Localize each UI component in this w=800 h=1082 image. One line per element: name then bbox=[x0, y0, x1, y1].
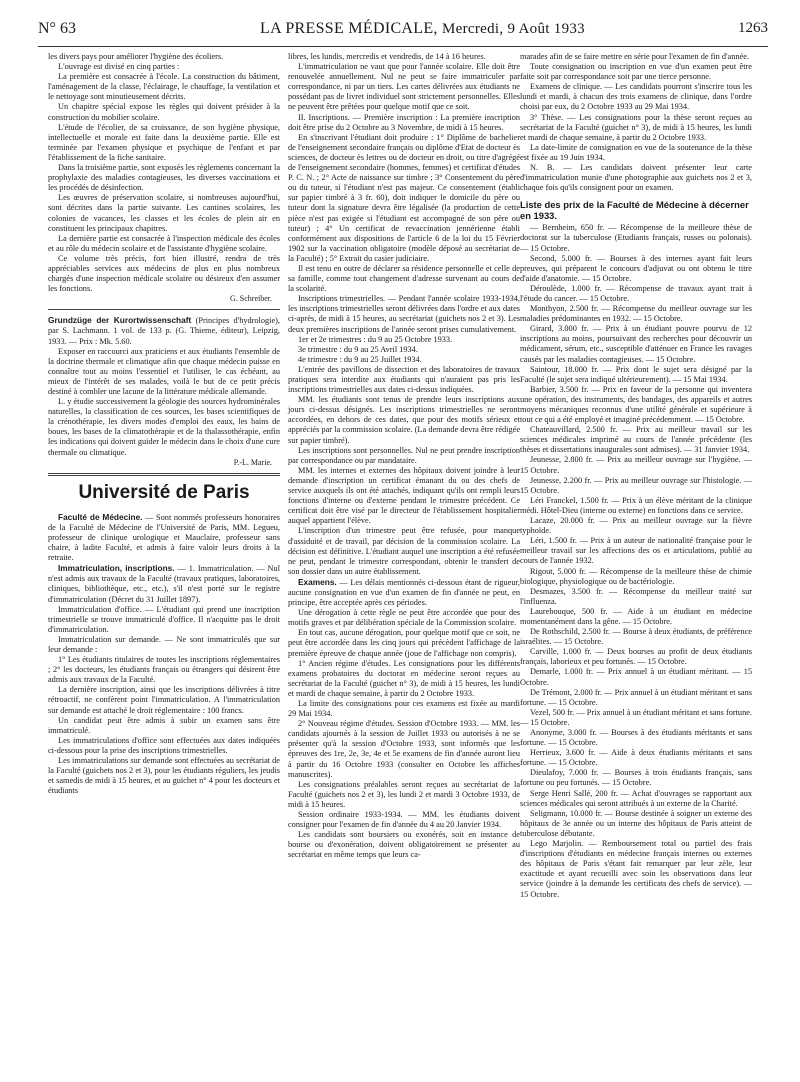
paragraph: L'immatriculation ne vaut que pour l'année scolaire. Elle doit être renouvelée annuellement. Nul ne peut se faire immatriculer par correspondance, ni par un tiers. Les cartes délivrées aux étudiants ne possédant pas de livret individuel sont strictement personnelles. Elles ne peuvent être prêtées pour quelque motif que ce soit. bbox=[288, 62, 520, 112]
issue-number: N° 63 bbox=[38, 20, 76, 37]
paragraph: — Bernheim, 650 fr. — Récompense de la meilleure thèse de doctorat sur la tuberculose (Etudiants français, russes ou polonais). — 15 Octobre. bbox=[520, 223, 752, 253]
paragraph: Inscriptions trimestrielles. — Pendant l'année scolaire 1933-1934, les inscriptions trimestrielles seront délivrées dans l'ordre et aux dates ci-après, de midi à 15 heures, au secrétariat (guichets nos 2 et 3). Les deux premières inscriptions de l'année seront prises cumulativement. bbox=[288, 294, 520, 334]
paragraph: Dans la troisième partie, sont exposés les règlements concernant la prophylaxie des maladies contagieuses, les diverses vaccinations et les procédés de désinfection. bbox=[48, 163, 280, 193]
header-rule bbox=[38, 46, 768, 47]
column-middle bbox=[288, 52, 520, 861]
paragraph: La limite des consignations pour ces examens est fixée au mardi 29 Mai 1934. bbox=[288, 699, 520, 719]
review-signature: P.-L. Marie. bbox=[233, 457, 272, 467]
paragraph: libres, les lundis, mercredis et vendredis, de 14 à 16 heures. bbox=[288, 52, 486, 61]
paragraph: Ce volume très précis, fort bien illustré, rendra de très appréciables services aux médecins de plus en plus nombreux chargés d'une inspection médicale scolaire ou désireux d'en assumer les fonctions. bbox=[48, 253, 280, 294]
paragraph: La date-limite de consignation en vue de la soutenance de la thèse est fixée au 19 Juin 1934. bbox=[520, 142, 752, 162]
paragraph: Session ordinaire 1933-1934. — MM. les étudiants doivent consigner pour l'examen de fin d'année du 4 au 20 Janvier 1934. bbox=[288, 810, 520, 830]
paragraph: Exposer en raccourci aux praticiens et aux étudiants l'ensemble de la doctrine thermale et climatique afin que chaque médecin puisse en connaître tout au moins l'essentiel et l'utiliser, le cas échéant, au mieux de l'intérêt de ses malades, voilà le but de ce petit précis destiné à combler une lacune de la littérature médicale allemande. bbox=[48, 346, 280, 396]
subheading: Immatriculation, inscriptions. bbox=[58, 563, 175, 574]
prize-entry: Anonyme, 3.000 fr. — Bourses à des étudiants méritants et sans fortune. — 15 Octobre. bbox=[520, 728, 752, 748]
paragraph: Un candidat peut être admis à subir un examen sans être immatriculé. bbox=[48, 715, 280, 735]
prize-entry: Herrieux, 3.600 fr. — Aide à deux étudiants méritants et sans fortune. — 15 Octobre. bbox=[520, 748, 752, 768]
divider bbox=[48, 309, 280, 310]
paragraph: L'inscription d'un trimestre peut être refusée, pour manque d'assiduité et de travail, par décision de la commission scolaire. La décision est définitive. L'étudiant auquel une inscription a été refusée ne peut, pendant le trimestre correspondant, obtenir le transfert de son dossier dans un autre établissement. bbox=[288, 526, 520, 576]
paragraph: 3° Thèse. — Les consignations pour la thèse seront reçues au secrétariat de la Faculté (guichet n° 3), de midi à 15 heures, les lundi et mardi de chaque semaine, à partir du 2 Octobre 1933. bbox=[520, 112, 752, 142]
prize-list-heading: Liste des prix de la Faculté de Médecine à décerner en 1933. bbox=[520, 199, 749, 222]
page-header bbox=[38, 14, 768, 44]
book-entry bbox=[48, 315, 280, 346]
column-right bbox=[520, 52, 752, 900]
paragraph: Les candidats sont boursiers ou exonérés, soit en instance de bourse ou d'exonération, doivent obligatoirement se présenter au secrétariat en même temps que leurs ca- bbox=[288, 830, 520, 860]
paragraph: N. B. — Les candidats doivent présenter leur carte d'immatriculation munie d'une photographie aux guichets nos 2 et 3, chaque fois qu'ils consignent pour un examen. bbox=[520, 163, 752, 193]
paragraph: marades afin de se faire mettre en série pour l'examen de fin d'année. bbox=[520, 52, 749, 61]
prize-entry: Lego Marjolin. — Remboursement total ou partiel des frais d'inscriptions d'étudiants en médecine français internes ou externes des hôpitaux de Paris s'étant fait remarquer par leur zèle, leur exactitude et ayant recueilli avec soin les observations dans leur service (joindre à la demande les certificats des chefs de service). — 15 Octobre. bbox=[520, 839, 752, 899]
paragraph: les divers pays pour améliorer l'hygiène des écoliers. bbox=[48, 52, 224, 61]
paragraph-text: — Les délais mentionnés ci-dessous étant de rigueur, aucune consignation en vue d'un examen de fin d'année ne peut, en principe, être acceptée après ces périodes. bbox=[288, 577, 521, 608]
prize-entry: De Trémont, 2.000 fr. — Prix annuel à un étudiant méritant et sans fortune. — 15 Octobre. bbox=[520, 687, 752, 707]
section-divider bbox=[48, 473, 280, 476]
paragraph: 1er et 2e trimestres : du 9 au 25 Octobre 1933. bbox=[298, 334, 453, 344]
prize-entry: Saintour, 18.000 fr. — Prix dont le sujet sera désigné par la Faculté (le sujet sera indiqué ultérieurement). — 15 Mai 1934. bbox=[520, 364, 752, 384]
column-left bbox=[48, 52, 280, 796]
section-title: Université de Paris bbox=[78, 481, 250, 503]
prize-entry: Déroulède, 1.000 fr. — Récompense de travaux ayant trait à l'étude du cancer. — 15 Octobre. bbox=[520, 283, 752, 303]
prize-entry: Barbier, 3.500 fr. — Prix en faveur de la personne qui inventera une opération, des instruments, des bandages, des appareils et autres moyens mécaniques reconnus d'une utilité générale et supérieure à tout ce qui a été employé et imaginé précédemment. — 15 Octobre. bbox=[520, 384, 752, 425]
paragraph bbox=[48, 563, 280, 604]
paragraph: 2° Nouveau régime d'études. Session d'Octobre 1933. — MM. les candidats ajournés à la session de Juillet 1933 ou autorisés à ne se présenter qu'à la session d'Octobre 1933, sont informés que les épreuves des 1re, 2e, 3e, 4e et 5e examens de fin d'année auront lieu à partir du 16 Octobre 1933 (consulter en Octobre les affiches manuscrites). bbox=[288, 719, 520, 779]
prize-entry: De Rothschild, 2.500 fr. — Bourse à deux étudiants, de préférence israélites. — 15 Octobre. bbox=[520, 627, 752, 647]
paragraph: Les immatriculations sur demande sont effectuées au secrétariat de la Faculté (guichets nos 2 et 3), pour les étudiants réguliers, les jeudis et samedis de midi à 15 heures, et au guichet n° 4 pour les docteurs et étudiants bbox=[48, 756, 280, 796]
paragraph bbox=[48, 512, 280, 563]
prize-entry: Jeunesse, 2.200 fr. — Prix au meilleur ouvrage sur l'histologie. — 15 Octobre. bbox=[520, 475, 752, 495]
book-details: (Principes d'hydrologie), par S. Lachmann. 1 vol. de 133 p. (G. Thieme, éditeur), Leipzig, 1933. — Prix : Mk. 5.60. bbox=[48, 316, 280, 346]
page-number: 1263 bbox=[738, 20, 768, 36]
paragraph: La dernière partie est consacrée à l'inspection médicale des écoles et au rôle du médecin scolaire et de l'assistante d'hygiène scolaire. bbox=[48, 233, 280, 253]
paragraph: La dernière inscription, ainsi que les inscriptions délivrées à titre rétroactif, ne confèrent point l'immatriculation. A l'immatriculation sur demande est attaché le droit réglementaire : 100 francs. bbox=[48, 685, 280, 715]
paragraph: Les œuvres de préservation scolaire, si nombreuses aujourd'hui, sont décrites dans la partie suivante. Les cantines scolaires, les colonies de vacances, les classes et les écoles de plein air en constituent les principaux chapitres. bbox=[48, 193, 280, 233]
paragraph: Toute consignation ou inscription en vue d'un examen peut être faite soit par correspondance soit par une tierce personne. bbox=[520, 62, 752, 82]
paragraph: Immatriculation sur demande. — Ne sont immatriculés que sur leur demande : bbox=[48, 634, 280, 654]
prize-entry: Vezel, 500 fr. — Prix annuel à un étudiant méritant et sans fortune. — 15 Octobre. bbox=[520, 707, 752, 727]
paragraph: L'ouvrage est divisé en cinq parties : bbox=[58, 62, 180, 72]
prize-entry: Léri Franckel, 1.500 fr. — Prix à un élève méritant de la clinique médi. Hôtel-Dieu (interne ou externe) en fonctions dans ce service. bbox=[520, 495, 752, 515]
paragraph: 1° Les étudiants titulaires de toutes les inscriptions réglementaires ; 2° les docteurs, les étudiants français ou étrangers qui désirent être admis aux travaux de la Faculté. bbox=[48, 655, 280, 685]
prize-entry: Girard, 3.000 fr. — Prix à un étudiant pouvre pourvu de 12 inscriptions au moins, poursuivant des recherches pour découvrir un médicament, sérum, etc., susceptible d'atténuer en France les ravages causés par les maladies contagieuses. — 15 Octobre. bbox=[520, 324, 752, 364]
prize-entry: Demarle, 1.000 fr. — Prix annuel à un étudiant méritant. — 15 Octobre. bbox=[520, 667, 752, 687]
paragraph: L. y étudie successivement la géologie des sources hydrominérales naturelles, la classification de ces sources, les bases scientifiques de la crénothérapie, les divers modes d'emploi des eaux, les bains de boues, les bases de la climatothérapie et de la thalassothérapie, enfin les indications qui doivent guider le médecin dans le choix d'une cure thermale ou climatique. bbox=[48, 397, 280, 457]
subheading: Faculté de Médecine. bbox=[58, 511, 143, 522]
journal-title bbox=[260, 20, 585, 38]
subheading: Examens. bbox=[298, 576, 337, 587]
prize-entry: Laurebouque, 500 fr. — Aide à un étudiant en médecine momentanément dans la gêne. — 15 Octobre. bbox=[520, 606, 752, 626]
paragraph: Une dérogation à cette règle ne peut être accordée que pour des motifs graves et par délibération spéciale de la Commission scolaire. bbox=[288, 608, 520, 628]
paragraph-text: — Sont nommés professeurs honoraires de la Faculté de Médecine de l'Université de Paris, MM. Legueu, professeur de clinique urologique et Mauclaire, professeur sans chaire, à ladite Faculté, et admis à faire valoir leurs droits à la retraite. bbox=[48, 512, 280, 563]
prize-entry: Léri, 1.500 fr. — Prix à un auteur de nationalité française pour le meilleur travail sur les affections des os et articulations, publié au cours de l'année 1932. bbox=[520, 536, 752, 566]
prize-entry: Monthyon, 2.500 fr. — Récompense du meilleur ouvrage sur les maladies prédominantes en 1932. — 15 Octobre. bbox=[520, 304, 752, 324]
paragraph: II. Inscriptions. — Première inscription : La première inscription doit être prise du 2 Octobre au 3 Novembre, de midi à 15 heures. bbox=[288, 112, 520, 132]
paragraph: Il est tenu en outre de déclarer sa résidence personnelle et celle de sa famille, comme tout changement d'adresse survenant au cours de la scolarité. bbox=[288, 263, 520, 294]
prize-entry: Rigout, 5.000 fr. — Récompense de la meilleure thèse de chimie biologique, physiologique ou de bactériologie. bbox=[520, 566, 752, 586]
paragraph: MM. les internes et externes des hôpitaux doivent joindre à leur demande d'inscription un certificat émanant du ou des chefs de service auxquels ils ont été attachés, indiquant qu'ils ont rempli leurs fonctions d'interne ou d'externe pendant le trimestre précédent. Ce certificat doit être visé par le directeur de l'établissement hospitalier auquel appartient l'élève. bbox=[288, 465, 520, 526]
paragraph: MM. les étudiants sont tenus de prendre leurs inscriptions aux jours ci-dessus désignés. Les inscriptions trimestrielles ne seront accordées, en dehors de ces dates, que pour des motifs sérieux et appréciés par la commission scolaire. (La demande devra être rédigée sur papier timbré). bbox=[288, 395, 520, 445]
prize-entry: Dieulafoy, 7.000 fr. — Bourses à trois étudiants français, sans fortune ou peu fortunés. — 15 Octobre. bbox=[520, 768, 752, 788]
prize-entry: Serge Henri Sallé, 200 fr. — Achat d'ouvrages se rapportant aux sciences médicales qui seront attribués à un externe de la Charité. bbox=[520, 788, 752, 808]
paragraph: En s'inscrivant l'étudiant doit produire : 1° Diplôme de bachelier de l'enseignement secondaire français ou diplôme d'Etat de docteur ès sciences, de docteur ès lettres ou de docteur en droit, ou titre d'agrégé de l'enseignement secondaire (hommes, femmes) et certificat d'études P. C. N. ; 2° Acte de naissance sur timbre ; 3° Consentement du père ou du tuteur, si l'étudiant n'est pas majeur. Ce consentement (établi sur papier timbré à 3 fr. 60), doit indiquer le domicile du père ou tuteur dont la signature devra être légalisée (la production de cette pièce n'est pas exigée si l'étudiant est accompagné de son père ou tuteur) ; 4° Un certificat de revaccination jennérienne établi conformément aux dispositions de l'article 6 de la loi du 15 Février 1902 sur la vaccination obligatoire (modèle déposé au secrétariat de la Faculté) ; 5° Extrait du casier judiciaire. bbox=[288, 132, 520, 263]
paragraph: Les consignations préalables seront reçues au secrétariat de la Faculté (guichets nos 2 et 3), les lundi 2 et mardi 3 Octobre 1933, de midi à 15 heures. bbox=[288, 779, 520, 809]
journal-name: LA PRESSE MÉDICALE, bbox=[260, 20, 438, 37]
paragraph bbox=[288, 577, 520, 608]
prize-entry: Second, 5.000 fr. — Bourses à des internes ayant fait leurs preuves, qui préparent le concours d'adjuvat ou ont obtenu le titre d'aide d'anatomie. — 15 Octobre. bbox=[520, 253, 752, 283]
paragraph: L'entrée des pavillons de dissection et des laboratoires de travaux pratiques sera interdite aux étudiants qui n'auraient pas pris les inscriptions trimestrielles aux dates ci-dessus indiquées. bbox=[288, 364, 520, 395]
paragraph: L'étude de l'écolier, de sa croissance, de son hygiène physique, intellectuelle et morale est faite dans la deuxième partie. Elle est terminée par l'examen physique et psychique de l'enfant et par l'établissement de la fiche sanitaire. bbox=[48, 122, 280, 162]
paragraph: En tout cas, aucune dérogation, pour quelque motif que ce soit, ne peut être accordée dans les cinq jours qui précèdent l'affichage de la première épreuve de chaque année (joue de l'affichage non compris). bbox=[288, 628, 520, 658]
paragraph: 4e trimestre : du 9 au 25 Juillet 1934. bbox=[298, 354, 422, 364]
prize-entry: Seligmann, 10.000 fr. — Bourse destinée à soigner un externe des hôpitaux de 3e année ou un interne des hôpitaux de Paris atteint de tuberculose débutante. bbox=[520, 808, 752, 838]
paragraph: 1° Ancien régime d'études. Les consignations pour les différents examens probatoires du doctorat en médecine seront reçues au secrétariat de la Faculté (guichet n° 3), de midi à 15 heures, les lundi et mardi de chaque semaine, à partir du 2 Octobre 1933. bbox=[288, 658, 520, 698]
paragraph: Les inscriptions sont personnelles. Nul ne peut prendre inscription par correspondance ou par mandataire. bbox=[288, 445, 520, 465]
paragraph: Un chapitre spécial expose les règles qui doivent présider à la construction du mobilier scolaire. bbox=[48, 102, 280, 122]
paragraph: Examens de clinique. — Les candidats pourront s'inscrire tous les lundi et mardi, à chacun des trois examens de clinique, dans l'ordre choisi par eux, du 2 Octobre 1933 au 29 Mai 1934. bbox=[520, 82, 752, 112]
paragraph-text: — 1. Immatriculation. — Nul n'est admis aux travaux de la Faculté (travaux pratiques, laboratoires, cliniques, bibliothèque, etc., etc.), s'il n'est porté sur le registre d'immatriculation (Décret du 31 Juillet 1897). bbox=[48, 564, 281, 604]
book-title: Grundzüge der Kurortwissenschaft bbox=[48, 315, 192, 326]
paragraph: 3e trimestre : du 9 au 25 Avril 1934. bbox=[298, 344, 418, 354]
paragraph: Les immatriculations d'office sont effectuées aux dates indiquées ci-dessous pour la prise des inscriptions trimestrielles. bbox=[48, 735, 280, 755]
prize-entry: Desmazes, 3.500 fr. — Récompense du meilleur traité sur l'influenza. bbox=[520, 586, 752, 606]
paragraph: La première est consacrée à l'école. La construction du bâtiment, l'aménagement de la classe, l'éclairage, le chauffage, la ventilation et le nettoyage sont minutieusement décrits. bbox=[48, 72, 280, 102]
issue-date: Mercredi, 9 Août 1933 bbox=[442, 21, 585, 37]
prize-entry: Jeunesse, 2.800 fr. — Prix au meilleur ouvrage sur l'hygiène. — 15 Octobre. bbox=[520, 455, 752, 475]
prize-entry: Lacaze, 20.000 fr. — Prix au meilleur ouvrage sur la fièvre typhoïde. bbox=[520, 516, 752, 536]
review-signature: G. Schreiber. bbox=[230, 294, 272, 304]
paragraph: Immatriculation d'office. — L'étudiant qui prend une inscription trimestrielle se trouve immatriculé d'office. Il n'acquitte pas le droit d'immatriculation. bbox=[48, 604, 280, 634]
prize-entry: Chateauvillard, 2.500 fr. — Prix au meilleur travail sur les sciences médicales imprimé au cours de l'année précédente (les thèses et dissertations inaugurales sont admises). — 31 Janvier 1934. bbox=[520, 425, 752, 455]
prize-entry: Carville, 1.000 fr. — Deux bourses au profit de deux étudiants français, laborieux et peu fortunés. — 15 Octobre. bbox=[520, 647, 752, 667]
